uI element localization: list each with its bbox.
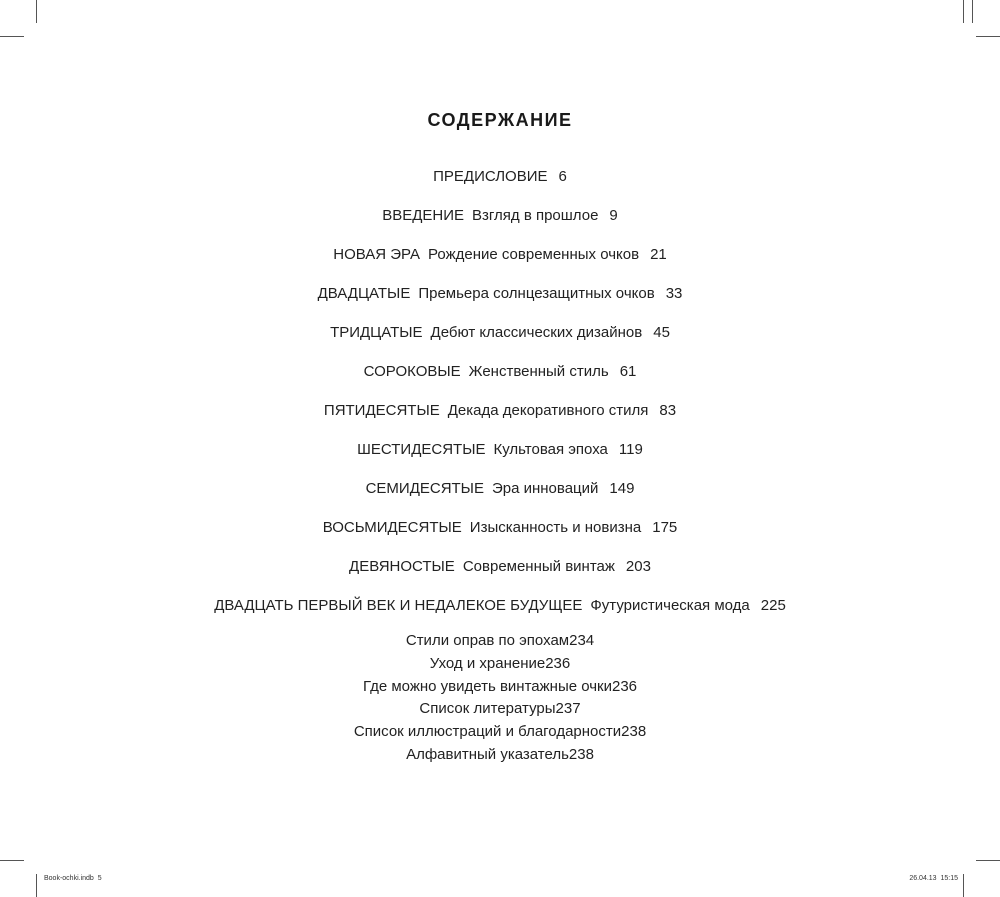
toc-chapter-title: ДВАДЦАТЫЕ xyxy=(317,285,411,302)
appendix-entry xyxy=(0,721,1000,744)
crop-mark-top-left-horizontal xyxy=(0,36,24,37)
crop-mark-top-right-horizontal xyxy=(976,36,1000,37)
toc-entry xyxy=(0,590,1000,629)
toc-chapter-title: ТРИДЦАТЫЕ xyxy=(330,324,423,341)
toc-chapter-subtitle: Изысканность и новизна xyxy=(469,519,642,536)
toc-page-number: 175 xyxy=(652,519,678,536)
slug-page-number: 5 xyxy=(97,875,102,882)
toc-chapter-subtitle: Женственный стиль xyxy=(468,363,609,380)
slug-date-info xyxy=(909,875,958,882)
slug-file-name: Book-ochki.indb xyxy=(44,875,94,882)
appendix-label: Где можно увидеть винтажные очки xyxy=(362,677,612,695)
toc-entry xyxy=(0,317,1000,356)
crop-mark-top-right-vertical xyxy=(963,0,964,23)
toc-chapter-title: ВВЕДЕНИЕ xyxy=(382,207,465,224)
toc-page-number: 61 xyxy=(619,363,637,380)
toc-entry xyxy=(0,161,1000,200)
appendix-page-number: 234 xyxy=(569,632,595,649)
toc-entry xyxy=(0,395,1000,434)
toc-chapter-title: ВОСЬМИДЕСЯТЫЕ xyxy=(322,519,462,536)
toc-entry xyxy=(0,434,1000,473)
appendix-label: Стили оправ по эпохам xyxy=(405,632,570,649)
toc-page-number: 9 xyxy=(609,207,618,224)
toc-chapter-subtitle: Рождение современных очков xyxy=(428,246,640,263)
appendix-label: Уход и хранение xyxy=(429,654,546,672)
appendix-entry xyxy=(0,744,1000,767)
toc-chapter-title: ШЕСТИДЕСЯТЫЕ xyxy=(357,441,486,458)
appendix-label: Список иллюстраций и благодарности xyxy=(353,723,622,741)
appendix-page-number: 237 xyxy=(555,700,581,718)
toc-chapter-title: СОРОКОВЫЕ xyxy=(363,363,461,380)
appendix-entry xyxy=(0,676,1000,699)
crop-mark-bottom-left-horizontal xyxy=(0,860,24,861)
toc-page-number: 225 xyxy=(760,597,786,614)
toc-page-number: 21 xyxy=(650,246,667,263)
toc-chapter-subtitle: Культовая эпоха xyxy=(493,441,608,458)
crop-mark-top-left-vertical xyxy=(36,0,37,23)
toc-entry xyxy=(0,200,1000,239)
appendix-label: Список литературы xyxy=(419,700,556,718)
toc-chapter-subtitle: Взгляд в прошлое xyxy=(472,207,599,224)
toc-page-number: 83 xyxy=(659,402,677,419)
appendix-entry xyxy=(0,698,1000,721)
toc-entry xyxy=(0,512,1000,551)
appendix-page-number: 236 xyxy=(612,677,638,695)
toc-entry xyxy=(0,551,1000,590)
toc-chapter-title: ДВАДЦАТЬ ПЕРВЫЙ ВЕК И НЕДАЛЕКОЕ БУДУЩЕЕ xyxy=(214,597,583,614)
toc-entry xyxy=(0,356,1000,395)
toc-entry xyxy=(0,473,1000,512)
toc-chapter-subtitle: Современный винтаж xyxy=(462,558,615,575)
toc-chapter-title: ПРЕДИСЛОВИЕ xyxy=(433,168,548,185)
toc-page-number: 119 xyxy=(618,441,643,458)
toc-chapter-title: НОВАЯ ЭРА xyxy=(333,246,421,263)
toc-chapter-subtitle: Дебют классических дизайнов xyxy=(430,324,643,341)
appendix-entry xyxy=(0,630,1000,653)
appendix-list xyxy=(0,630,1000,767)
toc-page-number: 6 xyxy=(558,168,567,185)
crop-mark-bottom-left-vertical xyxy=(36,874,37,897)
toc-chapter-title: СЕМИДЕСЯТЫЕ xyxy=(365,480,484,497)
toc-chapter-subtitle: Премьера солнцезащитных очков xyxy=(418,285,655,302)
toc-chapter-subtitle: Эра инноваций xyxy=(491,480,599,497)
toc-chapter-title: ДЕВЯНОСТЫЕ xyxy=(349,558,455,575)
table-of-contents xyxy=(0,161,1000,629)
crop-mark-bottom-right-vertical xyxy=(963,874,964,897)
toc-entry xyxy=(0,239,1000,278)
toc-entry xyxy=(0,278,1000,317)
toc-page-number: 203 xyxy=(625,558,651,575)
toc-chapter-title: ПЯТИДЕСЯТЫЕ xyxy=(323,402,440,419)
appendix-page-number: 236 xyxy=(545,654,571,672)
toc-chapter-subtitle: Декада декоративного стиля xyxy=(447,402,649,419)
appendix-label: Алфавитный указатель xyxy=(406,745,569,763)
page-title: СОДЕРЖАНИЕ xyxy=(427,110,573,130)
toc-page-number: 33 xyxy=(665,285,683,302)
toc-page-number: 149 xyxy=(609,480,635,497)
slug-date: 26.04.13 xyxy=(909,875,937,882)
appendix-page-number: 238 xyxy=(568,745,594,763)
appendix-entry xyxy=(0,653,1000,676)
crop-mark-bottom-right-horizontal xyxy=(976,860,1000,861)
appendix-page-number: 238 xyxy=(621,723,647,741)
slug-time: 15:15 xyxy=(940,875,958,882)
slug-file-info xyxy=(44,875,102,882)
toc-page-number: 45 xyxy=(653,324,670,341)
crop-mark-top-right-vertical-2 xyxy=(972,0,973,23)
toc-chapter-subtitle: Футуристическая мода xyxy=(590,597,750,614)
